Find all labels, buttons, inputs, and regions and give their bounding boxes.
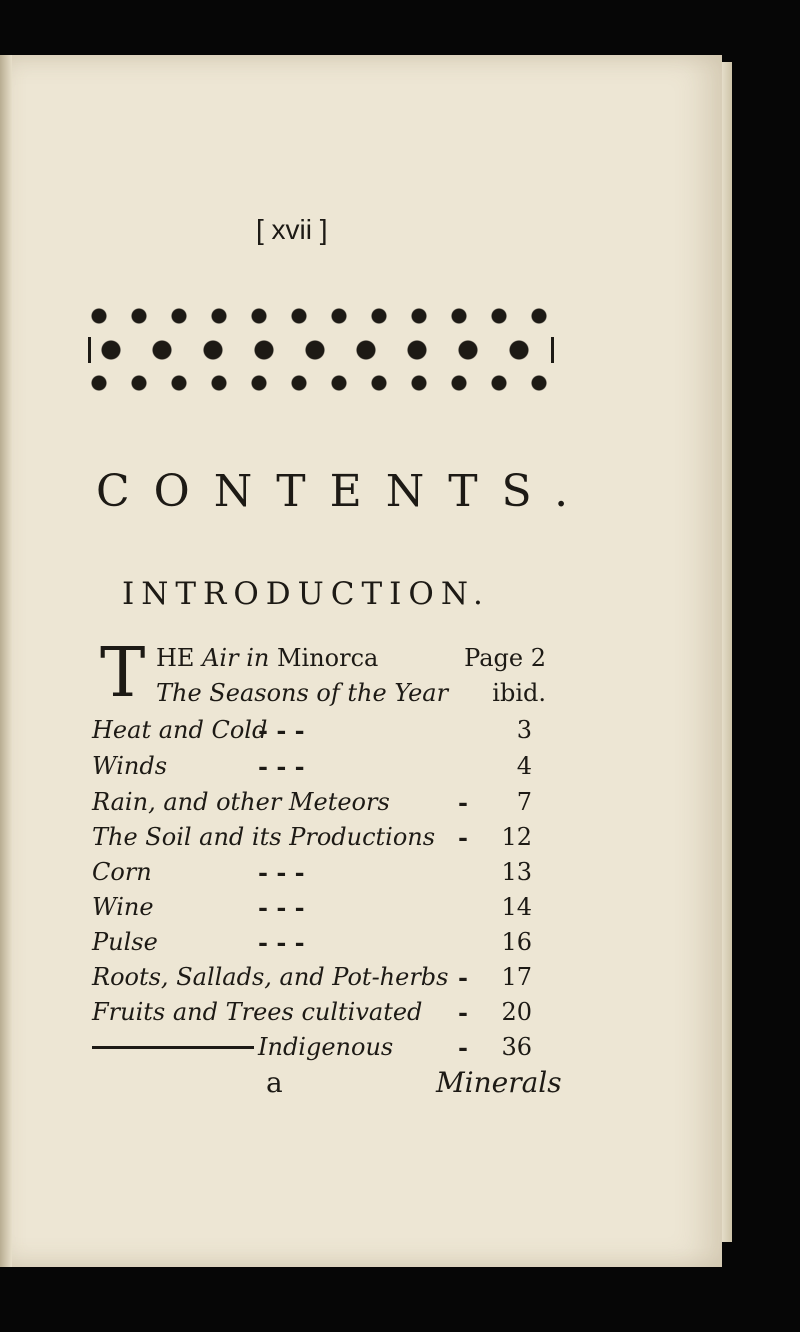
entry-label: Pulse	[92, 928, 158, 956]
entry-label: Rain, and other Meteors	[92, 788, 390, 816]
toc-row	[92, 928, 532, 964]
leader-dashes: -	[458, 788, 468, 817]
section-heading: INTRODUCTION.	[122, 576, 490, 612]
toc-row	[92, 823, 532, 859]
catchword: Minerals	[436, 1066, 562, 1099]
entry-label: Fruits and Trees cultivated	[92, 998, 423, 1026]
entry-label: Roots, Sallads, and Pot-herbs	[92, 963, 449, 991]
page-number: 14	[501, 893, 532, 921]
entry-label: The Soil and its Productions	[92, 823, 436, 851]
leader-dashes: - - -	[258, 928, 305, 957]
page-number: 4	[516, 752, 532, 780]
leader-dashes: -	[458, 963, 468, 992]
entry-label: Wine	[92, 893, 154, 921]
entry-label: The Seasons of the Year	[156, 679, 449, 707]
page-number: Page 2	[464, 644, 546, 672]
leader-dashes: -	[458, 998, 468, 1027]
page-number: 16	[501, 928, 532, 956]
page-number: 36	[501, 1033, 532, 1061]
toc-row	[92, 752, 532, 788]
page-number: 7	[516, 788, 532, 816]
contents-title: CONTENTS.	[96, 466, 593, 517]
page-number: 12	[501, 823, 532, 851]
signature-mark: a	[266, 1066, 283, 1099]
leader-dashes: -	[458, 823, 468, 852]
toc-row	[92, 1033, 532, 1069]
entry-label: Winds	[92, 752, 168, 780]
page-number: 13	[501, 858, 532, 886]
toc-row: HE Air in Minorca Page 2	[156, 644, 546, 672]
page-gutter	[0, 55, 12, 1267]
entry-label: Indigenous	[258, 1033, 394, 1061]
page-number: 3	[516, 716, 532, 744]
toc-row	[92, 788, 532, 824]
toc-row	[156, 679, 546, 715]
entry-label: Heat and Cold	[92, 716, 268, 744]
page-number: 20	[501, 998, 532, 1026]
leader-dashes: - - -	[258, 893, 305, 922]
toc-row	[92, 858, 532, 894]
entry-label: Corn	[92, 858, 152, 886]
page-number: ibid.	[492, 679, 546, 707]
leader-dashes: - - -	[258, 716, 305, 745]
page-header: [ xvii ]	[256, 214, 328, 245]
leader-dashes: - - -	[258, 858, 305, 887]
toc-row	[92, 998, 532, 1034]
leader-dashes: -	[458, 1033, 468, 1062]
page-number: 17	[501, 963, 532, 991]
toc-row	[92, 716, 532, 752]
toc-row	[92, 893, 532, 929]
drop-cap: T	[100, 634, 146, 713]
toc-row	[92, 963, 532, 999]
leader-dashes: - - -	[258, 752, 305, 781]
